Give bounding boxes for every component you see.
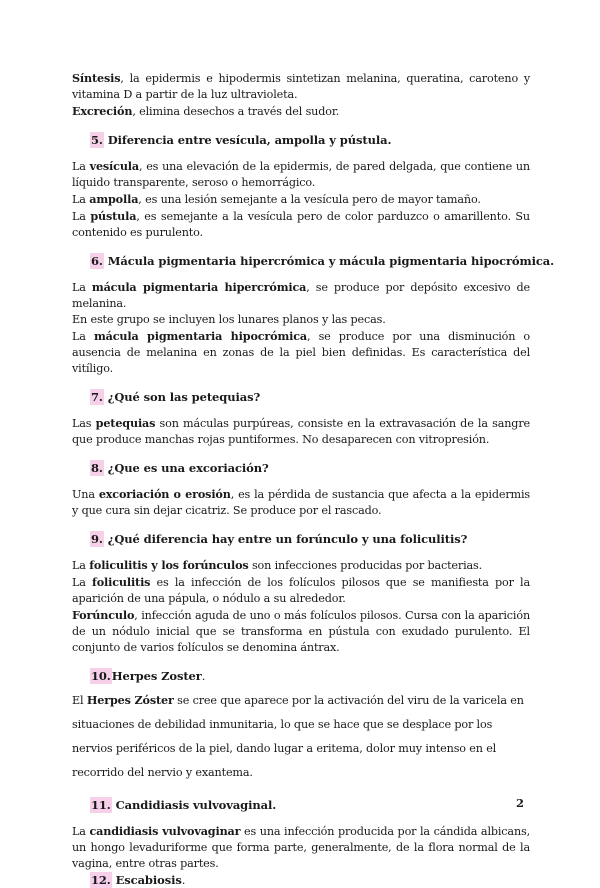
excrecion-paragraph: [72, 103, 530, 120]
section-heading-10: 10.Herpes Zoster.: [91, 669, 206, 683]
section-heading-5: [72, 132, 530, 148]
herpes-term: Herpes Zóster: [86, 693, 174, 707]
section-number: 5.: [91, 133, 103, 147]
hipercromica-paragraph: La mácula pigmentaria hipercrómica, se produce por depósito excesivo de melanina.: [72, 280, 531, 310]
foliculitis-forunculos-term: foliculitis y los forúnculos: [89, 558, 249, 572]
petequias-paragraph: Las petequias son máculas purpúreas, consiste en la extravasación de la sangre que produce manchas rojas puntiformes. No desaparecen con vitropresión.: [72, 416, 530, 446]
section-number: 11.: [91, 798, 111, 812]
vesicula-paragraph: La vesícula, es una elevación de la epidermis, de pared delgada, que contiene un líquido transparente, seroso o hemorrágico.: [72, 159, 530, 189]
section-title: ¿Qué diferencia hay entre un forúnculo y una foliculitis?: [103, 532, 468, 546]
petequias-term: petequias: [95, 416, 156, 430]
section-heading-6: [72, 253, 555, 269]
sintesis-paragraph: [72, 70, 530, 103]
foliculitis-term: foliculitis: [92, 575, 151, 589]
section-heading-12: 12. Escabiosis.: [91, 873, 186, 887]
ampolla-paragraph: La ampolla, es una lesión semejante a la vesícula pero de mayor tamaño.: [72, 192, 481, 206]
foliculitis-paragraph: La foliculitis es la infección de los folículos pilosos que se manifiesta por la aparición de una pápula, o nódulo a su alrededor.: [72, 575, 530, 605]
section-heading-7: [72, 389, 530, 405]
forunculo-term: Forúnculo: [72, 608, 135, 622]
section-title: Candidiasis vulvovaginal.: [111, 798, 277, 812]
excrecion-text: , elimina desechos a través del sudor.: [132, 105, 340, 118]
section-number: 9.: [91, 532, 103, 546]
section-heading-8: [72, 460, 530, 476]
herpes-paragraph: El Herpes Zóster se cree que aparece por la activación del viru de la varicela en situaciones de debilidad inmunitaria, lo que se hace que se desplace por los nervios periféricos de la piel, dando lugar a eritema, dolor muy intenso en el recorrido del nervio y exantema.: [72, 693, 524, 779]
lunares-paragraph: En este grupo se incluyen los lunares planos y las pecas.: [72, 313, 386, 326]
hipercromica-term: mácula pigmentaria hipercrómica: [91, 280, 307, 294]
page-number: 2: [516, 796, 525, 810]
section-title: Diferencia entre vesícula, ampolla y pústula.: [103, 133, 392, 147]
section-number: 10.: [91, 669, 111, 683]
pustula-term: pústula: [90, 209, 137, 223]
section-heading-11: [72, 797, 530, 813]
document-body: [72, 70, 555, 888]
pustula-paragraph: La pústula, es semejante a la vesícula pero de color parduzco o amarillento. Su contenido es purulento.: [72, 209, 530, 239]
section-number: 6.: [91, 254, 103, 268]
excoriacion-paragraph: Una excoriación o erosión, es la pérdida de sustancia que afecta a la epidermis y que cura sin dejar cicatriz. Se produce por el rascado.: [72, 487, 531, 517]
ampolla-term: ampolla: [89, 192, 139, 206]
section-number: 8.: [91, 461, 103, 475]
excrecion-term: Excreción: [72, 104, 133, 118]
section-title: ¿Qué son las petequias?: [103, 390, 261, 404]
excoriacion-term: excoriación o erosión: [98, 487, 231, 501]
section-title: Herpes Zoster: [111, 669, 202, 683]
candidiasis-paragraph: La candidiasis vulvovaginar es una infección producida por la cándida albicans, un hongo levaduriforme que forma parte, generalmente, de la flora normal de la vagina, entre otras partes.: [72, 824, 530, 870]
hipocromica-term: mácula pigmentaria hipocrómica: [93, 329, 308, 343]
sintesis-term: Síntesis: [72, 71, 121, 85]
hipocromica-paragraph: La mácula pigmentaria hipocrómica, se produce por una disminución o ausencia de melanina en zonas de la piel bien definidas. Es característica del vitíligo.: [72, 329, 531, 375]
forunculo-paragraph: Forúnculo, infección aguda de uno o más folículos pilosos. Cursa con la aparición de un nódulo inicial que se transforma en pústula con exudado purulento. El conjunto de varios folículos se denomina ántrax.: [72, 608, 530, 654]
vesicula-term: vesícula: [89, 159, 140, 173]
bacterias-paragraph: La foliculitis y los forúnculos son infecciones producidas por bacterias.: [72, 558, 483, 572]
section-number: 12.: [91, 873, 111, 887]
section-number: 7.: [91, 390, 103, 404]
section-title: Escabiosis: [111, 873, 182, 887]
section-title: Mácula pigmentaria hipercrómica y mácula pigmentaria hipocrómica.: [103, 254, 555, 268]
candidiasis-term: candidiasis vulvovaginar: [89, 824, 241, 838]
sintesis-text: , la epidermis e hipodermis sintetizan melanina, queratina, caroteno y vitamina D a partir de la luz ultravioleta.: [72, 72, 530, 101]
section-heading-9: [72, 531, 530, 547]
section-title: ¿Que es una excoriación?: [103, 461, 269, 475]
